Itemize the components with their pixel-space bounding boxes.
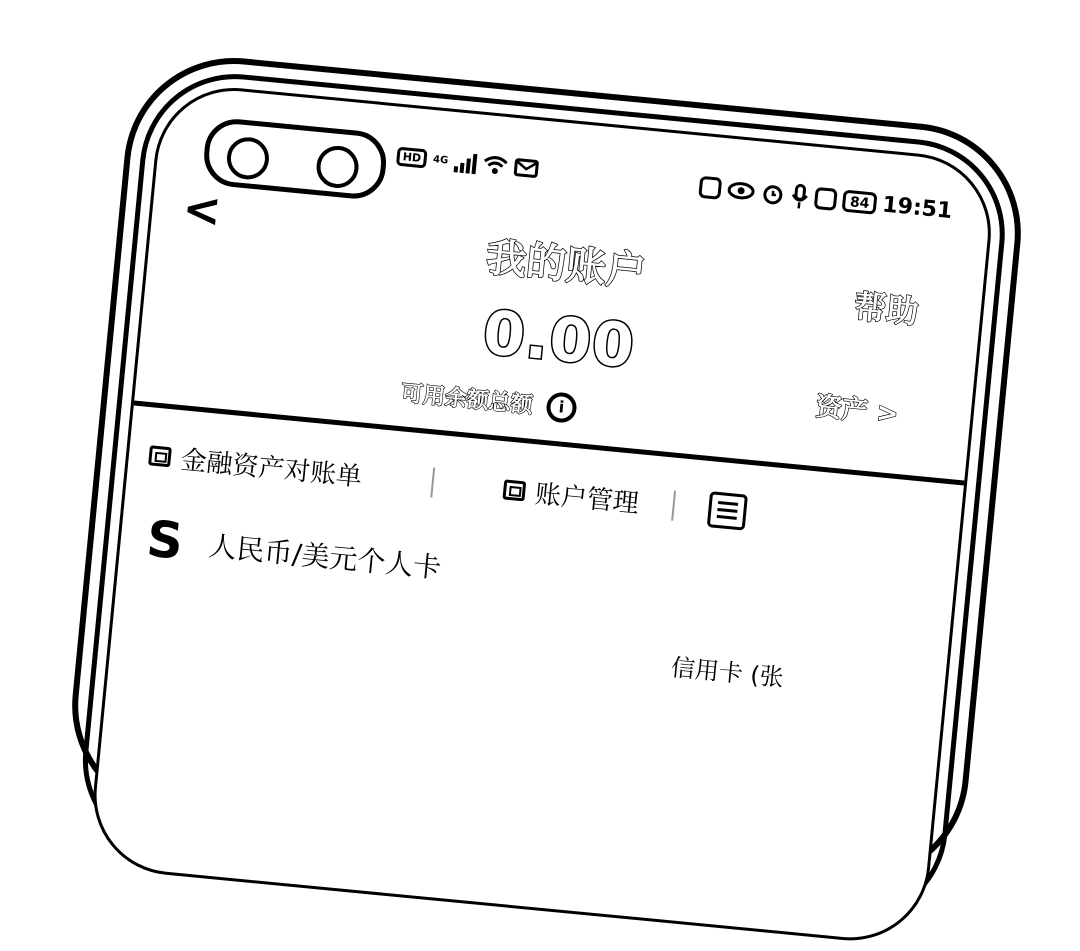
statement-label: 金融资产对账单 (179, 445, 364, 493)
assets-link[interactable]: 资产 > (814, 391, 900, 430)
available-balance: 0.00 (479, 297, 638, 383)
signal-icon (453, 150, 477, 174)
balance-caption: 可用余额总额 (399, 381, 534, 419)
list-menu-icon[interactable] (707, 491, 748, 530)
card-type: 信用卡 (张 (669, 653, 785, 693)
id-card-icon (503, 479, 527, 501)
card-row[interactable] (139, 509, 444, 591)
phone-body (62, 48, 1031, 891)
wifi-icon (481, 154, 509, 176)
microphone-icon (790, 183, 810, 211)
screen (86, 81, 998, 948)
alarm-icon (760, 181, 786, 207)
network-type: 4G (432, 153, 449, 167)
bank-logo-icon: S (144, 509, 186, 571)
eye-icon (727, 180, 757, 203)
card-name: 人民币/美元个人卡 (207, 529, 443, 585)
divider (430, 467, 435, 497)
page-title: 我的账户 (484, 234, 648, 296)
clock: 19:51 (881, 191, 954, 224)
mail-icon (513, 158, 539, 178)
statement-icon (148, 445, 172, 467)
back-button[interactable]: < (180, 180, 224, 238)
divider (671, 490, 676, 520)
front-camera (201, 116, 389, 201)
camera-lens (315, 144, 361, 190)
account-management-label: 账户管理 (533, 479, 641, 520)
statement-button[interactable] (147, 436, 364, 493)
battery-indicator: 84 (842, 190, 877, 215)
help-button[interactable]: 帮助 (852, 287, 921, 332)
hd-badge: HD (396, 146, 428, 168)
balance-caption-row (400, 376, 578, 424)
account-management-button[interactable] (502, 470, 641, 520)
info-icon[interactable]: i (545, 391, 578, 424)
cast-icon (699, 176, 723, 200)
camera-lens (225, 135, 271, 181)
status-bar-left (396, 145, 539, 180)
vibrate-icon (814, 187, 838, 211)
status-bar-right (699, 174, 954, 224)
